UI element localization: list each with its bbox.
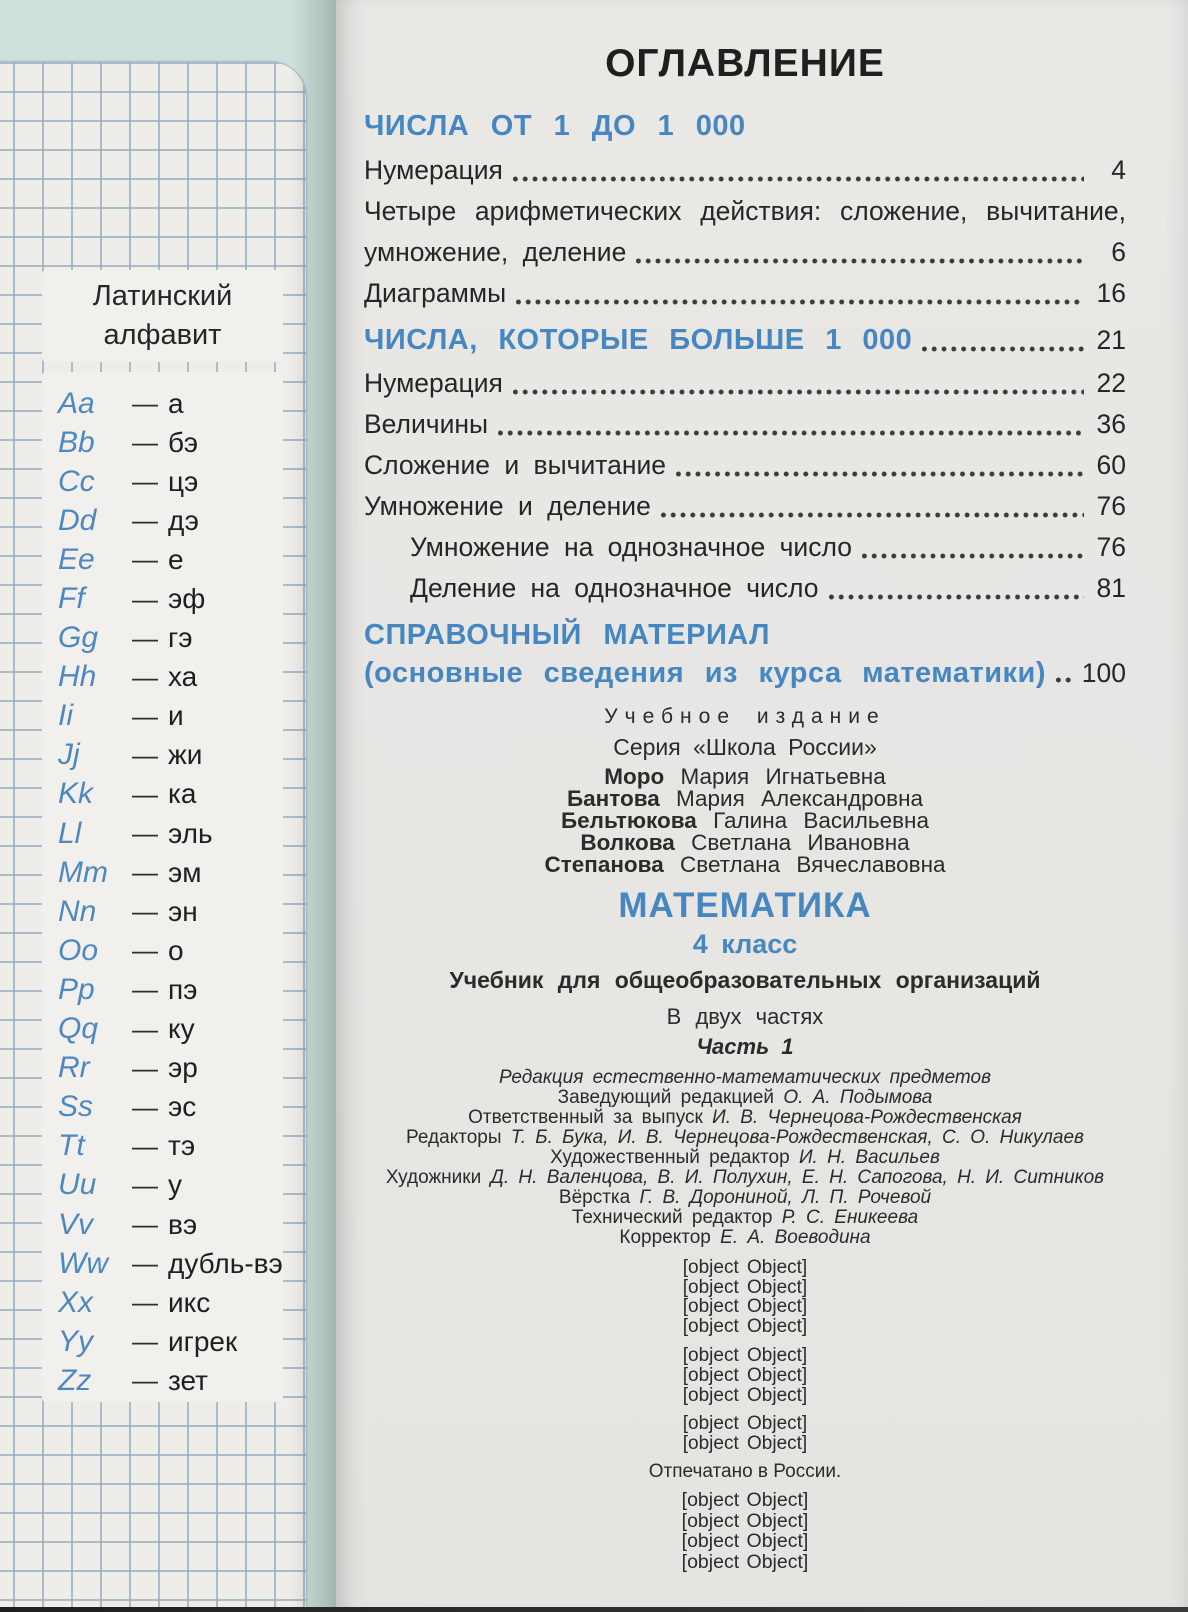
credit-role: Редакторы <box>406 1127 511 1148</box>
credit-role: Технический редактор <box>571 1207 782 1228</box>
dash-separator: — <box>132 739 158 770</box>
part-number: Часть 1 <box>696 1034 794 1059</box>
editorial-credits <box>364 1068 1126 1248</box>
author-line <box>364 766 1126 788</box>
page-title: ОГЛАВЛЕНИЕ <box>605 42 885 85</box>
credit-role: Заведующий редакцией <box>557 1087 784 1108</box>
credit-names: И. Н. Васильев <box>798 1147 940 1168</box>
latin-letter-pair: Vv <box>58 1207 94 1241</box>
credit-line <box>364 1068 1126 1088</box>
alphabet-row <box>58 814 283 853</box>
alphabet-card-title <box>42 270 283 362</box>
book-title: МАТЕМАТИКА <box>618 886 872 925</box>
alphabet-row <box>58 501 283 540</box>
dash-separator: — <box>132 1209 158 1240</box>
letter-pronunciation: эль <box>168 817 213 849</box>
dash-separator: — <box>132 857 158 888</box>
letter-pronunciation: и <box>168 700 184 732</box>
credit-names: Р. С. Еникеева <box>781 1207 919 1228</box>
dash-separator: — <box>132 818 158 849</box>
toc-page-number: 100 <box>1081 658 1126 688</box>
latin-letter-pair: Oo <box>58 933 99 967</box>
author-name: Светлана Ивановна <box>691 830 910 855</box>
toc-page-number: 16 <box>1096 278 1126 308</box>
latin-letter-pair: Nn <box>58 894 97 928</box>
credit-role: Художники <box>385 1167 491 1188</box>
dash-separator: — <box>132 1052 158 1083</box>
letter-pronunciation: а <box>168 387 184 419</box>
credit-line <box>364 1128 1126 1148</box>
alphabet-title-line1: Латинский <box>92 280 233 312</box>
toc-page-number: 60 <box>1096 450 1126 480</box>
toc-section-3-heading-line2 <box>364 654 1126 692</box>
latin-letter-pair: Yy <box>58 1324 94 1358</box>
toc-section-1-heading: ЧИСЛА ОТ 1 ДО 1 000 <box>364 110 746 142</box>
letter-pronunciation: дубль-вэ <box>168 1247 283 1279</box>
toc-subentry <box>364 568 1126 609</box>
dash-separator: — <box>132 1013 158 1044</box>
letter-pronunciation: бэ <box>168 426 199 458</box>
toc-entry-wrapped-line <box>364 191 1126 232</box>
imprint-line: [object Object] <box>682 1315 808 1337</box>
toc-page-number: 21 <box>1096 325 1126 355</box>
alphabet-row <box>58 1361 283 1400</box>
alphabet-row <box>58 462 283 501</box>
letter-pronunciation: вэ <box>168 1208 198 1240</box>
dash-separator: — <box>132 1091 158 1122</box>
dot-leader <box>498 430 1084 436</box>
credit-line <box>364 1108 1126 1128</box>
credit-line <box>364 1208 1126 1228</box>
credit-role: Художественный редактор <box>550 1147 799 1168</box>
publisher-line: [object Object] <box>682 1345 808 1367</box>
author-name: Галина Васильевна <box>713 808 929 833</box>
alphabet-row <box>58 853 283 892</box>
dash-separator: — <box>132 1248 158 1279</box>
dash-separator: — <box>132 466 158 497</box>
letter-pronunciation: гэ <box>168 622 193 654</box>
letter-pronunciation: пэ <box>168 973 198 1005</box>
toc-section-label: ЧИСЛА, КОТОРЫЕ БОЛЬШЕ 1 000 <box>364 324 913 356</box>
dash-separator: — <box>132 544 158 575</box>
latin-letter-pair: Ll <box>58 816 82 850</box>
toc-entry <box>364 486 1126 527</box>
toc-section-label: (основные сведения из курса математики) <box>364 657 1047 689</box>
imprint-line: [object Object] <box>682 1276 808 1298</box>
toc-entry-label: Нумерация <box>364 368 503 398</box>
letter-pronunciation: ку <box>168 1013 195 1045</box>
dash-separator: — <box>132 935 158 966</box>
alphabet-title-line2: алфавит <box>103 319 222 351</box>
alphabet-row <box>58 1010 283 1049</box>
dash-separator: — <box>132 661 158 692</box>
printed-in-note: Отпечатано в России. <box>648 1461 842 1483</box>
latin-letter-pair: Ff <box>58 582 85 616</box>
alphabet-row <box>58 1127 283 1166</box>
toc-page-number: 22 <box>1096 368 1126 398</box>
latin-letter-pair: Qq <box>58 1012 99 1046</box>
dash-separator: — <box>132 583 158 614</box>
alphabet-row <box>58 1205 283 1244</box>
publisher-line: [object Object] <box>682 1365 808 1387</box>
hotline-block <box>364 1414 1126 1454</box>
credit-names: Г. В. Дорониной, Л. П. Рочевой <box>639 1187 932 1208</box>
latin-letter-pair: Aa <box>58 386 95 420</box>
photo-bottom-edge <box>0 1607 1188 1612</box>
latin-letter-pair: Zz <box>58 1363 92 1397</box>
alphabet-row <box>58 658 283 697</box>
alphabet-row <box>58 697 283 736</box>
latin-letter-pair: Kk <box>58 777 94 811</box>
contents-page <box>336 0 1188 1612</box>
latin-letter-pair: Gg <box>58 621 99 655</box>
author-name: Мария Игнатьевна <box>680 764 886 789</box>
latin-letter-pair: Jj <box>58 738 80 772</box>
author-name: Мария Александровна <box>676 786 924 811</box>
letter-pronunciation: жи <box>168 739 203 771</box>
author-surname: Бельтюкова <box>560 808 697 833</box>
printer-line: [object Object] <box>681 1489 809 1512</box>
alphabet-row <box>58 736 283 775</box>
credit-line <box>364 1148 1126 1168</box>
latin-letter-pair: Bb <box>58 425 95 459</box>
credit-line <box>364 1228 1126 1248</box>
latin-letter-pair: Tt <box>58 1129 85 1163</box>
edition-type: Учебное издание <box>604 705 886 728</box>
alphabet-row <box>58 970 283 1009</box>
author-line <box>364 810 1126 832</box>
parts-note: В двух частях <box>666 1004 824 1029</box>
toc-section-1-rows <box>364 150 1126 314</box>
credit-names: Е. А. Воеводина <box>720 1227 871 1248</box>
alphabet-row <box>58 1166 283 1205</box>
dash-separator: — <box>132 622 158 653</box>
alphabet-card <box>42 372 283 1402</box>
alphabet-row <box>58 1283 283 1322</box>
dot-leader <box>513 176 1084 182</box>
toc-entry <box>364 363 1126 404</box>
toc-entry-label: Диаграммы <box>364 278 507 308</box>
latin-letter-pair: Ee <box>58 542 95 576</box>
author-surname: Бантова <box>566 786 660 811</box>
letter-pronunciation: игрек <box>168 1325 238 1357</box>
credit-role: Корректор <box>619 1227 721 1248</box>
latin-letter-pair: Dd <box>58 503 97 537</box>
toc-entry <box>364 445 1126 486</box>
dot-leader <box>862 553 1084 559</box>
dot-leader <box>1056 677 1074 683</box>
credit-names: Д. Н. Валенцова, В. И. Полухин, Е. Н. Сапогова, Н. И. Ситников <box>490 1167 1105 1188</box>
latin-letter-pair: Ii <box>58 699 73 733</box>
dot-leader <box>661 512 1084 518</box>
letter-pronunciation: эф <box>168 583 206 615</box>
credit-line <box>364 1168 1126 1188</box>
toc-entry <box>364 273 1126 314</box>
dash-separator: — <box>132 700 158 731</box>
letter-pronunciation: цэ <box>168 465 199 497</box>
dash-separator: — <box>132 505 158 536</box>
letter-pronunciation: эр <box>168 1052 198 1084</box>
printer-line: [object Object] <box>681 1550 809 1573</box>
latin-letter-pair: Pp <box>58 972 95 1006</box>
series-name: Серия «Школа России» <box>613 734 877 760</box>
toc-entry <box>364 404 1126 445</box>
credit-line <box>364 1088 1126 1108</box>
toc-page-number: 4 <box>1111 155 1126 185</box>
toc-entry-label: Умножение на однозначное число <box>410 532 852 562</box>
toc-page-number: 81 <box>1096 573 1126 603</box>
dash-separator: — <box>132 1365 158 1396</box>
toc-entry <box>364 232 1126 273</box>
author-surname: Степанова <box>544 852 664 877</box>
alphabet-row <box>58 619 283 658</box>
letter-pronunciation: у <box>168 1169 182 1201</box>
letter-pronunciation: тэ <box>168 1130 196 1162</box>
credit-names: Т. Б. Бука, И. В. Чернецова-Рождественская, С. О. Никулаев <box>510 1127 1084 1148</box>
colophon <box>364 704 1126 1572</box>
latin-letter-pair: Ww <box>58 1246 108 1280</box>
latin-letter-pair: Hh <box>58 660 97 694</box>
letter-pronunciation: е <box>168 543 184 575</box>
toc-page-number: 76 <box>1096 532 1126 562</box>
alphabet-row <box>58 892 283 931</box>
toc-entry <box>364 150 1126 191</box>
dash-separator: — <box>132 896 158 927</box>
dash-separator: — <box>132 1130 158 1161</box>
letter-pronunciation: эс <box>168 1091 197 1123</box>
letter-pronunciation: о <box>168 934 184 966</box>
toc-entry-label: Величины <box>364 409 489 439</box>
letter-pronunciation: дэ <box>168 504 199 536</box>
toc-section-3-heading-line1: СПРАВОЧНЫЙ МАТЕРИАЛ <box>364 619 770 651</box>
dash-separator: — <box>132 1287 158 1318</box>
printer-line: [object Object] <box>681 1509 809 1532</box>
toc-page-number: 36 <box>1096 409 1126 439</box>
latin-letter-pair: Rr <box>58 1051 90 1085</box>
letter-pronunciation: эн <box>168 895 198 927</box>
letter-pronunciation: эм <box>168 856 202 888</box>
dot-leader <box>922 346 1084 352</box>
alphabet-row <box>58 931 283 970</box>
toc-entry-label: Нумерация <box>364 155 503 185</box>
printer-block <box>364 1490 1126 1572</box>
dash-separator: — <box>132 974 158 1005</box>
alphabet-row <box>58 1322 283 1361</box>
latin-letter-pair: Mm <box>58 855 108 889</box>
imprint-line: [object Object] <box>682 1257 808 1278</box>
dash-separator: — <box>132 778 158 809</box>
toc-entry-label: умножение, деление <box>364 237 627 267</box>
dash-separator: — <box>132 1326 158 1357</box>
toc-page-number: 6 <box>1111 237 1126 267</box>
dot-leader <box>829 594 1084 600</box>
dot-leader <box>676 471 1084 477</box>
dash-separator: — <box>132 427 158 458</box>
publisher-line: [object Object] <box>682 1385 808 1407</box>
letter-pronunciation: икс <box>168 1286 211 1318</box>
alphabet-row <box>58 540 283 579</box>
author-line <box>364 788 1126 810</box>
alphabet-row <box>58 384 283 423</box>
imprint-block <box>364 1258 1126 1336</box>
book-back-cover <box>0 0 336 1612</box>
author-line <box>364 832 1126 854</box>
letter-pronunciation: зет <box>168 1364 208 1396</box>
latin-letter-pair: Ss <box>58 1090 94 1124</box>
author-surname: Моро <box>604 764 665 789</box>
credit-role: Ответственный за выпуск <box>468 1107 713 1128</box>
toc-entry-label: Четыре арифметических действия: сложение, вычитание, <box>364 196 1126 226</box>
author-name: Светлана Вячеславовна <box>680 852 946 877</box>
latin-letter-pair: Uu <box>58 1168 97 1202</box>
dot-leader <box>516 299 1084 305</box>
alphabet-row <box>58 1049 283 1088</box>
alphabet-row <box>58 579 283 618</box>
printer-line: [object Object] <box>681 1530 809 1553</box>
toc-subentry <box>364 527 1126 568</box>
credit-names: Редакция естественно-математических предметов <box>498 1067 992 1088</box>
toc-section-2-rows <box>364 363 1126 609</box>
alphabet-row <box>58 423 283 462</box>
letter-pronunciation: ка <box>168 778 197 810</box>
book-subtitle: Учебник для общеобразовательных организаций <box>449 967 1041 993</box>
imprint-line: [object Object] <box>682 1296 808 1318</box>
credit-line <box>364 1188 1126 1208</box>
dash-separator: — <box>132 388 158 419</box>
alphabet-row <box>58 1088 283 1127</box>
publisher-block <box>364 1346 1126 1406</box>
alphabet-row <box>58 775 283 814</box>
authors-list <box>364 766 1126 876</box>
letter-pronunciation: ха <box>168 661 198 693</box>
toc-entry-label: Сложение и вычитание <box>364 450 666 480</box>
hotline-line: [object Object] <box>682 1433 808 1455</box>
author-line <box>364 854 1126 876</box>
dash-separator: — <box>132 1169 158 1200</box>
dot-leader <box>513 389 1084 395</box>
latin-letter-pair: Xx <box>58 1285 94 1319</box>
hotline-line: [object Object] <box>682 1413 808 1435</box>
alphabet-row <box>58 1244 283 1283</box>
credit-role: Вёрстка <box>558 1187 640 1208</box>
author-surname: Волкова <box>580 830 675 855</box>
toc-page-number: 76 <box>1096 491 1126 521</box>
toc-section-2-heading <box>364 320 1126 361</box>
toc-entry-label: Деление на однозначное число <box>410 573 819 603</box>
dot-leader <box>636 258 1084 264</box>
toc-entry-label: Умножение и деление <box>364 491 651 521</box>
grade-label: 4 класс <box>692 929 798 959</box>
credit-names: И. В. Чернецова-Рождественская <box>712 1107 1022 1128</box>
credit-names: О. А. Подымова <box>783 1087 933 1108</box>
latin-letter-pair: Cc <box>58 464 95 498</box>
